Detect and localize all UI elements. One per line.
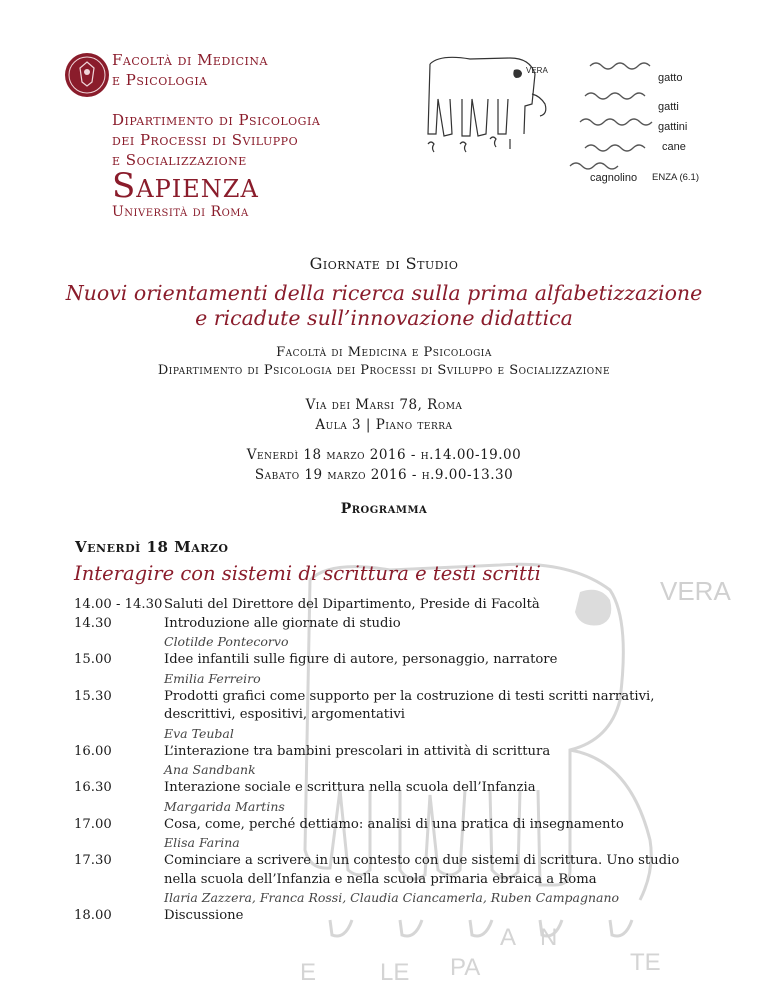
dept-line3: e Socializzazione: [112, 151, 247, 169]
item-speaker: Clotilde Pontecorvo: [164, 634, 289, 649]
program-item: [74, 615, 714, 652]
event-series: Giornate di Studio: [309, 254, 459, 273]
item-time: 17.00: [74, 816, 112, 832]
drawing-label-gatto: gatto: [658, 72, 683, 84]
item-time: 14.30: [74, 615, 112, 631]
item-title: Discussione: [164, 908, 244, 923]
program-item: [74, 651, 714, 688]
program-list: [74, 596, 714, 926]
item-title: Cosa, come, perché dettiamo: analisi di una pratica di insegnamento: [164, 816, 624, 832]
svg-text:PA: PA: [450, 954, 481, 981]
item-title: L’interazione tra bambini prescolari in attività di scrittura: [164, 743, 551, 759]
date-line2: Sabato 19 marzo 2016 - h.9.00-13.30: [254, 467, 514, 483]
item-time: 16.30: [74, 780, 112, 795]
faculty-line1: Facoltà di Medicina: [112, 51, 268, 69]
item-speaker: Emilia Ferreiro: [164, 670, 261, 686]
program-item: [74, 596, 714, 615]
item-time: 14.00 - 14.30: [74, 597, 163, 612]
department-name: [112, 110, 320, 170]
address-line2: Aula 3 | Piano terra: [315, 417, 453, 433]
item-title: Cominciare a scrivere in un contesto con due sistemi di scrittura. Uno studio nella scuola dell’Infanzia e nella scuola primaria ebraica a Roma: [164, 853, 680, 887]
program-item: [74, 688, 714, 743]
day-heading: Venerdì 18 Marzo: [75, 538, 229, 556]
item-time: 16.00: [74, 743, 112, 759]
item-title: Prodotti grafici come supporto per la costruzione di testi scritti narrativi, descrittivi, espositivi, argomentativi: [164, 688, 655, 722]
item-speaker: Ana Sandbank: [164, 762, 256, 777]
drawing-label-enza: ENZA (6.1): [652, 172, 699, 183]
program-item: [74, 743, 714, 780]
dept-line1: Dipartimento di Psicologia: [112, 111, 321, 129]
university-subtitle: Università di Roma: [112, 204, 249, 220]
drawing-label-gatti: gatti: [658, 101, 679, 113]
organizer-line2: Dipartimento di Psicologia dei Processi di Sviluppo e Socializzazione: [157, 363, 611, 378]
organizer-line1: Facoltà di Medicina e Psicologia: [276, 345, 492, 360]
sapienza-seal-logo: [64, 52, 110, 98]
svg-text:E: E: [300, 959, 317, 986]
event-title-line2: e ricadute sull’innovazione didattica: [195, 306, 573, 330]
item-speaker: Eva Teubal: [164, 725, 234, 741]
svg-text:N: N: [540, 924, 558, 951]
svg-text:TE: TE: [630, 949, 661, 976]
item-title: Introduzione alle giornate di studio: [164, 615, 401, 631]
item-title: Interazione sociale e scrittura nella scuola dell’Infanzia: [164, 780, 536, 795]
program-item: [74, 816, 714, 853]
svg-text:VERA: VERA: [660, 576, 731, 606]
event-title-line1: Nuovi orientamenti della ricerca sulla prima alfabetizzazione: [65, 281, 703, 305]
item-time: 15.00: [74, 652, 112, 667]
program-heading: Programma: [340, 501, 428, 517]
item-time: 15.30: [74, 688, 112, 704]
item-title: Idee infantili sulle figure di autore, personaggio, narratore: [164, 652, 558, 667]
item-speaker: Elisa Farina: [164, 835, 240, 850]
item-title: Saluti del Direttore del Dipartimento, Preside di Facoltà: [164, 597, 540, 612]
session-title: Interagire con sistemi di scrittura e testi scritti: [74, 562, 541, 585]
item-speaker: Ilaria Zazzera, Franca Rossi, Claudia Ciancamerla, Ruben Campagnano: [164, 890, 620, 905]
university-name: Sapienza: [112, 166, 259, 206]
child-drawing: [400, 44, 730, 214]
program-item: [74, 779, 714, 816]
drawing-label-gattini: gattini: [658, 121, 688, 133]
event-title: [0, 281, 768, 331]
faculty-name: [112, 50, 268, 90]
svg-text:LE: LE: [380, 959, 410, 986]
event-dates: [0, 445, 768, 485]
dept-line2: dei Processi di Sviluppo: [112, 131, 299, 149]
item-time: 17.30: [74, 853, 112, 868]
date-line1: Venerdì 18 marzo 2016 - h.14.00-19.00: [246, 447, 522, 463]
event-organizer: [0, 344, 768, 380]
drawing-label-vera: VERA: [526, 66, 548, 75]
drawing-label-cagnolino: cagnolino: [590, 172, 638, 184]
event-address: [0, 395, 768, 435]
address-line1: Via dei Marsi 78, Roma: [305, 397, 463, 413]
faculty-line2: e Psicologia: [112, 71, 208, 89]
item-speaker: Margarida Martins: [164, 798, 285, 814]
drawing-label-cane: cane: [662, 141, 686, 153]
program-item: [74, 852, 714, 907]
program-item: [74, 907, 714, 926]
svg-text:A: A: [500, 924, 517, 951]
item-time: 18.00: [74, 908, 112, 923]
